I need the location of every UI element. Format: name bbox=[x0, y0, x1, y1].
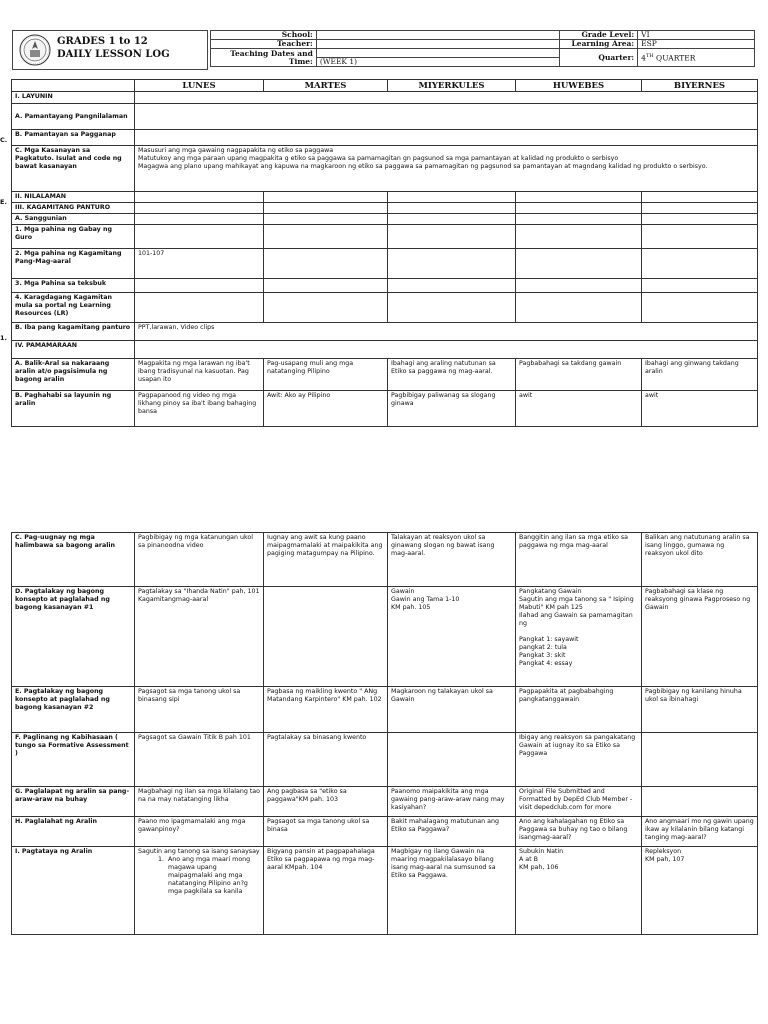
paghahabi-miyerkules[interactable]: Pagbibigay paliwanag sa slogang ginawa bbox=[388, 391, 516, 427]
pag-uugnay-miyerkules[interactable]: Talakayan at reaksyon ukol sa ginawang slogan ng bawat isang mag-aaral. bbox=[388, 533, 516, 587]
cell[interactable] bbox=[135, 203, 264, 214]
d-huw-line: Pangkatang Gawain bbox=[519, 588, 582, 595]
teaching-dates-label-line1: Teaching Dates and bbox=[230, 48, 313, 58]
teaching-dates-label-line2: Time: bbox=[288, 56, 313, 66]
e-miyerkules[interactable]: Magkaroon ng talakayan ukol sa Gawain bbox=[388, 687, 516, 733]
cell[interactable] bbox=[135, 279, 264, 293]
cell[interactable] bbox=[135, 293, 264, 323]
balik-martes[interactable]: Pag-usapang muli ang mga natatanging Pilipino bbox=[264, 359, 388, 391]
cell[interactable] bbox=[516, 249, 642, 279]
cell[interactable] bbox=[516, 225, 642, 249]
row-label-nilalaman: II. NILALAMAN bbox=[12, 192, 135, 203]
row-label-d: D. Pagtalakay ng bagong konsepto at paglalahad ng bagong kasanayan #1 bbox=[12, 587, 135, 687]
h-miyerkules[interactable]: Bakit mahalagang matutunan ang Etiko sa Paggawa? bbox=[388, 817, 516, 847]
table-row bbox=[12, 587, 758, 687]
learning-area-value[interactable]: ESP bbox=[638, 40, 755, 49]
paghahabi-martes[interactable]: Awit: Ako ay Pilipino bbox=[264, 391, 388, 427]
d-huw-line: pangkat 2: tula bbox=[519, 644, 567, 651]
table-row bbox=[12, 225, 758, 249]
d-martes[interactable] bbox=[264, 587, 388, 687]
header-title-line1: GRADES 1 to 12 bbox=[57, 36, 148, 47]
h-biyernes[interactable]: Ano angmaari mo ng gawin upang ikaw ay kilalanin bilang katangi tanging mag-aaral? bbox=[642, 817, 758, 847]
d-miyerkules[interactable] bbox=[388, 587, 516, 687]
row-label-pagganap: B. Pamantayan sa Pagganap bbox=[12, 130, 135, 146]
iba-cell[interactable]: PPT,larawan, Video clips bbox=[135, 323, 758, 341]
lesson-table-part1 bbox=[11, 79, 758, 427]
cell[interactable] bbox=[516, 279, 642, 293]
paghahabi-huwebes[interactable]: awit bbox=[516, 391, 642, 427]
i-lunes-intro: Sagutin ang tanong sa isang sanaysay bbox=[138, 848, 260, 855]
i-lunes-list bbox=[138, 856, 260, 896]
row-label-kagamitang: 2. Mga pahina ng Kagamitang Pang-Mag-aaral bbox=[12, 249, 135, 279]
cell[interactable] bbox=[516, 214, 642, 225]
kasanayan-line-2: Matutukoy ang mga paraan upang magpakita g etiko sa paggawa sa pamamagitan gn pagsunod sa mga pamantayan at kalidad ng produkto o serbisyo bbox=[138, 155, 619, 162]
table-row bbox=[12, 391, 758, 427]
table-row bbox=[12, 359, 758, 391]
quarter-suffix: TH bbox=[645, 53, 654, 60]
paghahabi-lunes[interactable]: Pagpapanood ng video ng mga likhang pinoy sa iba't ibang bahaging bansa bbox=[135, 391, 264, 427]
quarter-word: QUARTER bbox=[653, 53, 696, 63]
d-huwebes[interactable] bbox=[516, 587, 642, 687]
cell[interactable] bbox=[388, 293, 516, 323]
table-row bbox=[12, 104, 758, 130]
cell[interactable] bbox=[388, 214, 516, 225]
i-martes[interactable]: Bigyang pansin at pagpapahalaga Etiko sa pagpapawa ng mga mag-aaral KMpah. 104 bbox=[264, 847, 388, 935]
row-label-g: G. Paglalapat ng aralin sa pang-araw-araw na buhay bbox=[12, 787, 135, 817]
cell[interactable] bbox=[388, 203, 516, 214]
row-label-layunin: I. LAYUNIN bbox=[12, 92, 135, 104]
g-lunes[interactable]: Magbahagi ng ilan sa mga kilalang tao na na may natatanging likha bbox=[135, 787, 264, 817]
paghahabi-biyernes[interactable]: awit bbox=[642, 391, 758, 427]
cell[interactable] bbox=[642, 249, 758, 279]
row-label-e: E. Pagtalakay ng bagong konsepto at paglalahad ng bagong kasanayan #2 bbox=[12, 687, 135, 733]
balik-lunes[interactable]: Magpakita ng mga larawan ng iba't ibang tradisyunal na kasuotan. Pag usapan ito bbox=[135, 359, 264, 391]
row-label-balik-aral: A. Balik-Aral sa nakaraang aralin at/o pagsisimula ng bagong aralin bbox=[12, 359, 135, 391]
cell[interactable] bbox=[388, 225, 516, 249]
h-martes[interactable]: Pagsagot sa mga tanong ukol sa binasa bbox=[264, 817, 388, 847]
table-row bbox=[12, 249, 758, 279]
i-huwebes[interactable] bbox=[516, 847, 642, 935]
table-row bbox=[12, 146, 758, 192]
kasanayan-line-1: Masusuri ang mga gawaing nagpapakita ng etiko sa paggawa bbox=[138, 147, 334, 154]
row-label-f: F. Paglinang ng Kabihasaan ( tungo sa Formative Assessment ) bbox=[12, 733, 135, 787]
i-huw-line: A at B bbox=[519, 856, 538, 863]
school-value[interactable] bbox=[316, 31, 559, 40]
title-box bbox=[12, 30, 208, 70]
i-biyernes[interactable] bbox=[642, 847, 758, 935]
cell[interactable] bbox=[388, 192, 516, 203]
table-row bbox=[12, 847, 758, 935]
i-biy-line: Repleksyon bbox=[645, 848, 682, 855]
table-row bbox=[12, 687, 758, 733]
balik-huwebes[interactable]: Pagbabahagi sa takdang gawain bbox=[516, 359, 642, 391]
cell[interactable] bbox=[264, 279, 388, 293]
i-miyerkules[interactable]: Magbigay ng ilang Gawain na maaring magpakilalasayo bilang isang mag-aaral na sumsunod sa Etiko sa Paggawa. bbox=[388, 847, 516, 935]
f-lunes[interactable]: Pagsagot sa Gawain Titik B pah 101 bbox=[135, 733, 264, 787]
kagamitang-pages-cell[interactable]: 101-107 bbox=[135, 249, 264, 279]
row-label-iba: B. Iba pang kagamitang panturo bbox=[12, 323, 135, 341]
layunin-cell[interactable] bbox=[135, 92, 758, 104]
cell[interactable] bbox=[642, 279, 758, 293]
g-martes[interactable]: Ang pagbasa sa "etiko sa paggawa"KM pah. 103 bbox=[264, 787, 388, 817]
header bbox=[12, 30, 755, 72]
cell[interactable] bbox=[516, 203, 642, 214]
cell[interactable] bbox=[642, 192, 758, 203]
row-label-gabay: 1. Mga pahina ng Gabay ng Guro bbox=[12, 225, 135, 249]
lesson-table-part2 bbox=[11, 532, 758, 935]
quarter-label: Quarter: bbox=[560, 49, 638, 67]
corner-cell bbox=[12, 80, 135, 92]
table-row bbox=[12, 192, 758, 203]
cell[interactable] bbox=[642, 203, 758, 214]
grade-level-label: Grade Level: bbox=[560, 31, 638, 40]
deped-seal-icon bbox=[19, 34, 51, 66]
row-label-kagamitan: III. KAGAMITANG PANTURO bbox=[12, 203, 135, 214]
f-miyerkules[interactable] bbox=[388, 733, 516, 787]
table-row bbox=[12, 279, 758, 293]
list-item: 1. Ano ang mga maari mong magawa upang maipagmalaki ang mga natatanging Pilipino an?g mga pagkilala sa kanila bbox=[166, 856, 260, 896]
day-header-row bbox=[12, 80, 758, 92]
pag-uugnay-martes[interactable]: Iugnay ang awit sa kung paano maipagmamalaki at maipakikita ang pagiging matagumpay na Pilipino. bbox=[264, 533, 388, 587]
i-huw-line: Subukin Natin bbox=[519, 848, 564, 855]
row-label-sanggunian: A. Sanggunian bbox=[12, 214, 135, 225]
table-row bbox=[12, 214, 758, 225]
spacer bbox=[519, 628, 638, 636]
cell[interactable] bbox=[264, 225, 388, 249]
side-mark-c: C. bbox=[0, 136, 8, 144]
cell[interactable] bbox=[264, 293, 388, 323]
day-header-lunes: LUNES bbox=[135, 80, 264, 92]
table-row bbox=[12, 92, 758, 104]
learning-area-label: Learning Area: bbox=[560, 40, 638, 49]
cell[interactable] bbox=[516, 192, 642, 203]
i-biy-line: KM pah, 107 bbox=[645, 856, 685, 863]
d-huw-line: Pangkat 4: essay bbox=[519, 660, 573, 667]
grade-level-value[interactable]: VI bbox=[638, 31, 755, 40]
h-lunes[interactable]: Paano mo ipagmamalaki ang mga gawanpinoy? bbox=[135, 817, 264, 847]
balik-miyerkules[interactable]: Ibahagi ang araling natutunan sa Etiko sa paggawa ng mag-aaral. bbox=[388, 359, 516, 391]
g-huwebes[interactable]: Original File Submitted and Formatted by DepEd Club Member - visit depedclub.com for more bbox=[516, 787, 642, 817]
quarter-number: 4 bbox=[641, 53, 646, 63]
d-miy-line: Gawin ang Tama 1-10 bbox=[391, 596, 460, 603]
pag-uugnay-huwebes[interactable]: Banggitin ang ilan sa mga etiko sa paggawa ng mga mag-aaral bbox=[516, 533, 642, 587]
cell[interactable] bbox=[264, 214, 388, 225]
d-huw-line: Pangkat 3: skit bbox=[519, 652, 566, 659]
cell[interactable] bbox=[388, 249, 516, 279]
day-header-huwebes: HUWEBES bbox=[516, 80, 642, 92]
table-row bbox=[12, 817, 758, 847]
day-header-martes: MARTES bbox=[264, 80, 388, 92]
row-label-karagdagang: 4. Karagdagang Kagamitan mula sa portal ng Learning Resources (LR) bbox=[12, 293, 135, 323]
header-title-line2: DAILY LESSON LOG bbox=[57, 49, 170, 60]
d-miy-line: Gawain bbox=[391, 588, 415, 595]
i-huw-line: KM pah, 106 bbox=[519, 864, 559, 871]
e-biyernes[interactable]: Pagbibigay ng kanilang hinuha ukol sa ibinahagi bbox=[642, 687, 758, 733]
cell[interactable] bbox=[642, 293, 758, 323]
f-martes[interactable]: Pagtalakay sa binasang kwento bbox=[264, 733, 388, 787]
f-biyernes[interactable] bbox=[642, 733, 758, 787]
g-miyerkules[interactable]: Paanomo maipakikita ang mga gawaing pang-araw-araw nang may kasiyahan? bbox=[388, 787, 516, 817]
row-label-paghahabi: B. Paghahabi sa layunin ng aralin bbox=[12, 391, 135, 427]
kasanayan-line-3: Magagwa ang plano upang mahikayat ang kapuwa na magkaroon ng etiko sa paggawa sa pamamagitan ng pagsunod sa pamantayan at magndang kalidad ng produkto o serbisyo. bbox=[138, 163, 708, 170]
g-biyernes[interactable] bbox=[642, 787, 758, 817]
row-label-pamantayang: A. Pamantayang Pangnilalaman bbox=[12, 104, 135, 130]
cell[interactable] bbox=[642, 214, 758, 225]
d-miy-line: KM pah. 105 bbox=[391, 604, 431, 611]
table-row bbox=[12, 130, 758, 146]
cell[interactable] bbox=[516, 293, 642, 323]
teaching-dates-label bbox=[211, 49, 317, 67]
d-lunes[interactable]: Pagtalakay sa "Ihanda Natin" pah, 101 Kagamitangmag-aaral bbox=[135, 587, 264, 687]
side-mark-1: 1. bbox=[0, 334, 7, 342]
pamantayang-cell[interactable] bbox=[135, 104, 758, 130]
pag-uugnay-lunes[interactable]: Pagbibigay ng mga katanungan ukol sa pinanoodna video bbox=[135, 533, 264, 587]
table-row bbox=[12, 341, 758, 359]
d-huw-line: Sagutin ang mga tanong sa " Isiping Mabuti" KM pah 125 bbox=[519, 596, 634, 611]
pagganap-cell[interactable] bbox=[135, 130, 758, 146]
cell[interactable] bbox=[135, 192, 264, 203]
d-huw-line: Ilahad ang Gawain sa pamamagitan ng bbox=[519, 612, 633, 627]
pamamaraan-cell[interactable] bbox=[135, 341, 758, 359]
day-header-miyerkules: MIYERKULES bbox=[388, 80, 516, 92]
teacher-label: Teacher: bbox=[211, 40, 317, 49]
e-martes[interactable]: Pagbasa ng maikling kwento " ANg Matandang Karpintero" KM pah. 102 bbox=[264, 687, 388, 733]
cell[interactable] bbox=[264, 249, 388, 279]
cell[interactable] bbox=[264, 203, 388, 214]
row-label-pamamaraan: IV. PAMAMARAAN bbox=[12, 341, 135, 359]
table-row bbox=[12, 323, 758, 341]
table-row bbox=[12, 787, 758, 817]
cell[interactable] bbox=[264, 192, 388, 203]
row-label-h: H. Paglalahat ng Aralin bbox=[12, 817, 135, 847]
e-lunes[interactable]: Pagsagot sa mga tanong ukol sa binasang sipi bbox=[135, 687, 264, 733]
cell[interactable] bbox=[135, 214, 264, 225]
row-label-teksbuk: 3. Mga Pahina sa teksbuk bbox=[12, 279, 135, 293]
table-row bbox=[12, 733, 758, 787]
f-huwebes[interactable]: Ibigay ang reaksyon sa pangakatang Gawain at iugnay ito sa Etiko sa Paggawa bbox=[516, 733, 642, 787]
table-row bbox=[12, 293, 758, 323]
meta-table bbox=[210, 30, 755, 67]
cell[interactable] bbox=[135, 225, 264, 249]
school-label: School: bbox=[211, 31, 317, 40]
cell[interactable] bbox=[642, 225, 758, 249]
side-mark-e: E. bbox=[0, 198, 7, 206]
row-label-kasanayan: C. Mga Kasanayan sa Pagkatuto. Isulat and code ng bawat kasanayan bbox=[12, 146, 135, 192]
row-label-i: I. Pagtataya ng Aralin bbox=[12, 847, 135, 935]
pag-uugnay-biyernes[interactable]: Balikan ang natutunang aralin sa isang linggo, gumawa ng reaksyon ukol dito bbox=[642, 533, 758, 587]
balik-biyernes[interactable]: Ibahagi ang ginwang takdang aralin bbox=[642, 359, 758, 391]
kasanayan-cell[interactable] bbox=[135, 146, 758, 192]
d-huw-line: Pangkat 1: sayawit bbox=[519, 636, 579, 643]
e-huwebes[interactable]: Pagpapakita at pagbabahging pangkatanggawain bbox=[516, 687, 642, 733]
row-label-pag-uugnay: C. Pag-uugnay ng mga halimbawa sa bagong aralin bbox=[12, 533, 135, 587]
table-row bbox=[12, 533, 758, 587]
d-biyernes[interactable]: Pagbabahagi sa klase ng reaksyong ginawa Pagproseso ng Gawain bbox=[642, 587, 758, 687]
teaching-dates-value[interactable]: (WEEK 1) bbox=[316, 58, 559, 67]
table-row bbox=[12, 203, 758, 214]
h-huwebes[interactable]: Ano ang kahalagahan ng Etiko sa Paggawa sa buhay ng tao o bilang isangmag-aaral? bbox=[516, 817, 642, 847]
day-header-biyernes: BIYERNES bbox=[642, 80, 758, 92]
quarter-value[interactable] bbox=[638, 49, 755, 67]
teacher-value[interactable] bbox=[316, 40, 559, 49]
i-lunes[interactable] bbox=[135, 847, 264, 935]
cell[interactable] bbox=[388, 279, 516, 293]
